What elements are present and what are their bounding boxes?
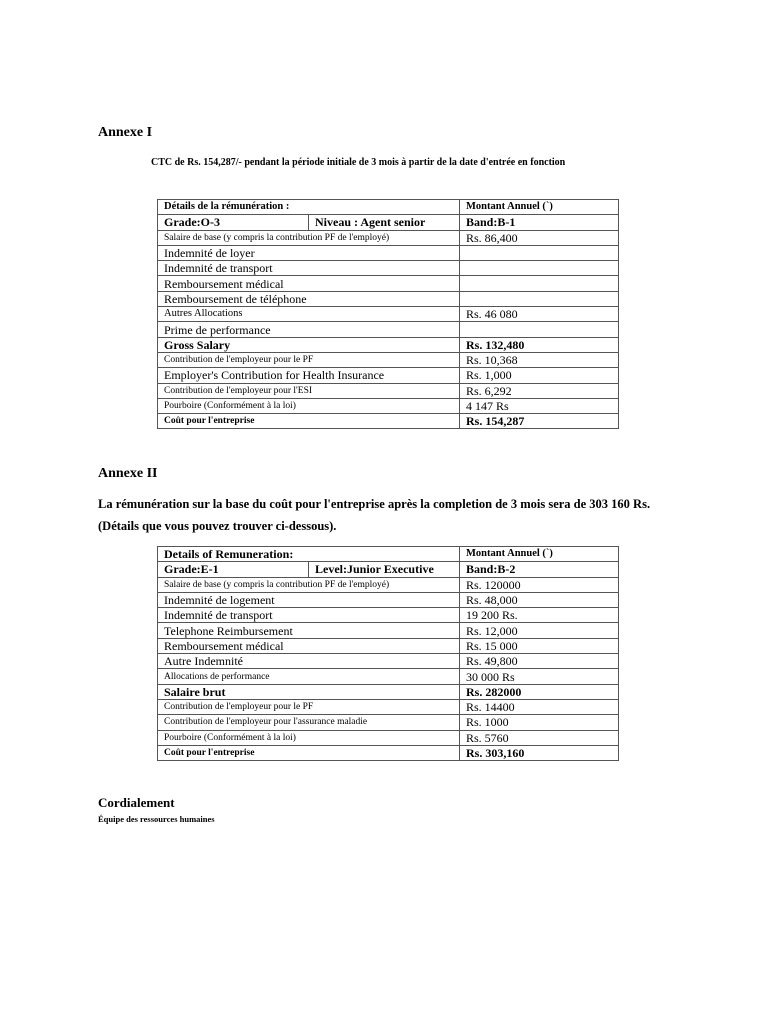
table-row <box>158 669 619 684</box>
table-grade-row <box>158 215 619 230</box>
annex1-table <box>157 199 619 429</box>
table-row <box>158 276 619 291</box>
table-header-right: Montant Annuel (`) <box>460 200 619 215</box>
row-label: Autres Allocations <box>158 307 460 322</box>
table-row <box>158 638 619 653</box>
row-value: Rs. 1,000 <box>460 368 619 383</box>
table-grade-row <box>158 562 619 577</box>
table-row <box>158 730 619 745</box>
row-value <box>460 322 619 337</box>
row-label: Telephone Reimbursement <box>158 623 460 638</box>
row-value: Rs. 48,000 <box>460 592 619 607</box>
row-label: Allocations de performance <box>158 669 460 684</box>
table-row <box>158 337 619 352</box>
row-label: Remboursement de téléphone <box>158 291 460 306</box>
row-label: Prime de performance <box>158 322 460 337</box>
table-row <box>158 592 619 607</box>
row-value: Rs. 6,292 <box>460 383 619 398</box>
table-row <box>158 368 619 383</box>
closing-team: Équipe des ressources humaines <box>98 814 215 824</box>
row-value: Rs. 49,800 <box>460 654 619 669</box>
table-row <box>158 245 619 260</box>
row-value: Rs. 1000 <box>460 715 619 730</box>
row-label: Remboursement médical <box>158 276 460 291</box>
row-value: Rs. 14400 <box>460 699 619 714</box>
table-row <box>158 352 619 367</box>
row-label: Pourboire (Conformément à la loi) <box>158 730 460 745</box>
row-label: Coût pour l'entreprise <box>158 745 460 760</box>
table-header-left: Details of Remuneration: <box>158 547 460 562</box>
row-label: Salaire brut <box>158 684 460 699</box>
row-label: Indemnité de loyer <box>158 245 460 260</box>
row-label: Employer's Contribution for Health Insurance <box>158 368 460 383</box>
table-row <box>158 383 619 398</box>
row-label: Contribution de l'employeur pour le PF <box>158 352 460 367</box>
table-row <box>158 715 619 730</box>
level-cell: Niveau : Agent senior <box>309 215 460 230</box>
row-label: Pourboire (Conformément à la loi) <box>158 398 460 413</box>
table-row <box>158 414 619 429</box>
table-header-row <box>158 547 619 562</box>
row-label: Indemnité de transport <box>158 261 460 276</box>
row-label: Salaire de base (y compris la contribution PF de l'employé) <box>158 577 460 592</box>
row-value <box>460 261 619 276</box>
table-row <box>158 398 619 413</box>
grade-cell: Grade:E-1 <box>158 562 309 577</box>
row-value: Rs. 5760 <box>460 730 619 745</box>
row-value: Rs. 132,480 <box>460 337 619 352</box>
row-value: Rs. 282000 <box>460 684 619 699</box>
row-label: Coût pour l'entreprise <box>158 414 460 429</box>
row-label: Indemnité de transport <box>158 608 460 623</box>
table-row <box>158 291 619 306</box>
table-row <box>158 230 619 245</box>
table-row <box>158 745 619 760</box>
row-value: 4 147 Rs <box>460 398 619 413</box>
table-header-row <box>158 200 619 215</box>
band-cell: Band:B-1 <box>460 215 619 230</box>
level-cell: Level:Junior Executive <box>309 562 460 577</box>
row-label: Remboursement médical <box>158 638 460 653</box>
row-label: Gross Salary <box>158 337 460 352</box>
annex1-heading: Annexe I <box>98 125 153 140</box>
row-label: Contribution de l'employeur pour l'assurance maladie <box>158 715 460 730</box>
table-row <box>158 684 619 699</box>
row-value <box>460 291 619 306</box>
row-label: Contribution de l'employeur pour l'ESI <box>158 383 460 398</box>
table-row <box>158 577 619 592</box>
table-row <box>158 307 619 322</box>
row-label: Indemnité de logement <box>158 592 460 607</box>
row-value: 30 000 Rs <box>460 669 619 684</box>
table-header-right: Montant Annuel (`) <box>460 547 619 562</box>
row-value: Rs. 15 000 <box>460 638 619 653</box>
closing-greeting: Cordialement <box>98 795 175 810</box>
row-value: Rs. 154,287 <box>460 414 619 429</box>
row-value <box>460 276 619 291</box>
row-value <box>460 245 619 260</box>
row-value: Rs. 12,000 <box>460 623 619 638</box>
row-label: Autre Indemnité <box>158 654 460 669</box>
band-cell: Band:B-2 <box>460 562 619 577</box>
annex2-heading: Annexe II <box>98 466 158 481</box>
table-row <box>158 261 619 276</box>
row-value: Rs. 86,400 <box>460 230 619 245</box>
row-value: Rs. 120000 <box>460 577 619 592</box>
annex2-table <box>157 546 619 761</box>
annex2-intro-line1: La rémunération sur la base du coût pour l'entreprise après la completion de 3 mois sera de 303 160 Rs. <box>98 497 651 511</box>
table-row <box>158 699 619 714</box>
row-value: 19 200 Rs. <box>460 608 619 623</box>
row-value: Rs. 10,368 <box>460 352 619 367</box>
table-row <box>158 608 619 623</box>
row-label: Contribution de l'employeur pour le PF <box>158 699 460 714</box>
annex1-intro: CTC de Rs. 154,287/- pendant la période initiale de 3 mois à partir de la date d'entrée en fonction <box>151 157 566 168</box>
table-row <box>158 623 619 638</box>
table-header-left: Détails de la rémunération : <box>158 200 460 215</box>
grade-cell: Grade:O-3 <box>158 215 309 230</box>
annex2-intro <box>98 493 698 537</box>
annex2-intro-line2: (Détails que vous pouvez trouver ci-dessous). <box>98 519 337 533</box>
row-value: Rs. 46 080 <box>460 307 619 322</box>
row-value: Rs. 303,160 <box>460 745 619 760</box>
table-row <box>158 322 619 337</box>
row-label: Salaire de base (y compris la contribution PF de l'employé) <box>158 230 460 245</box>
table-row <box>158 654 619 669</box>
